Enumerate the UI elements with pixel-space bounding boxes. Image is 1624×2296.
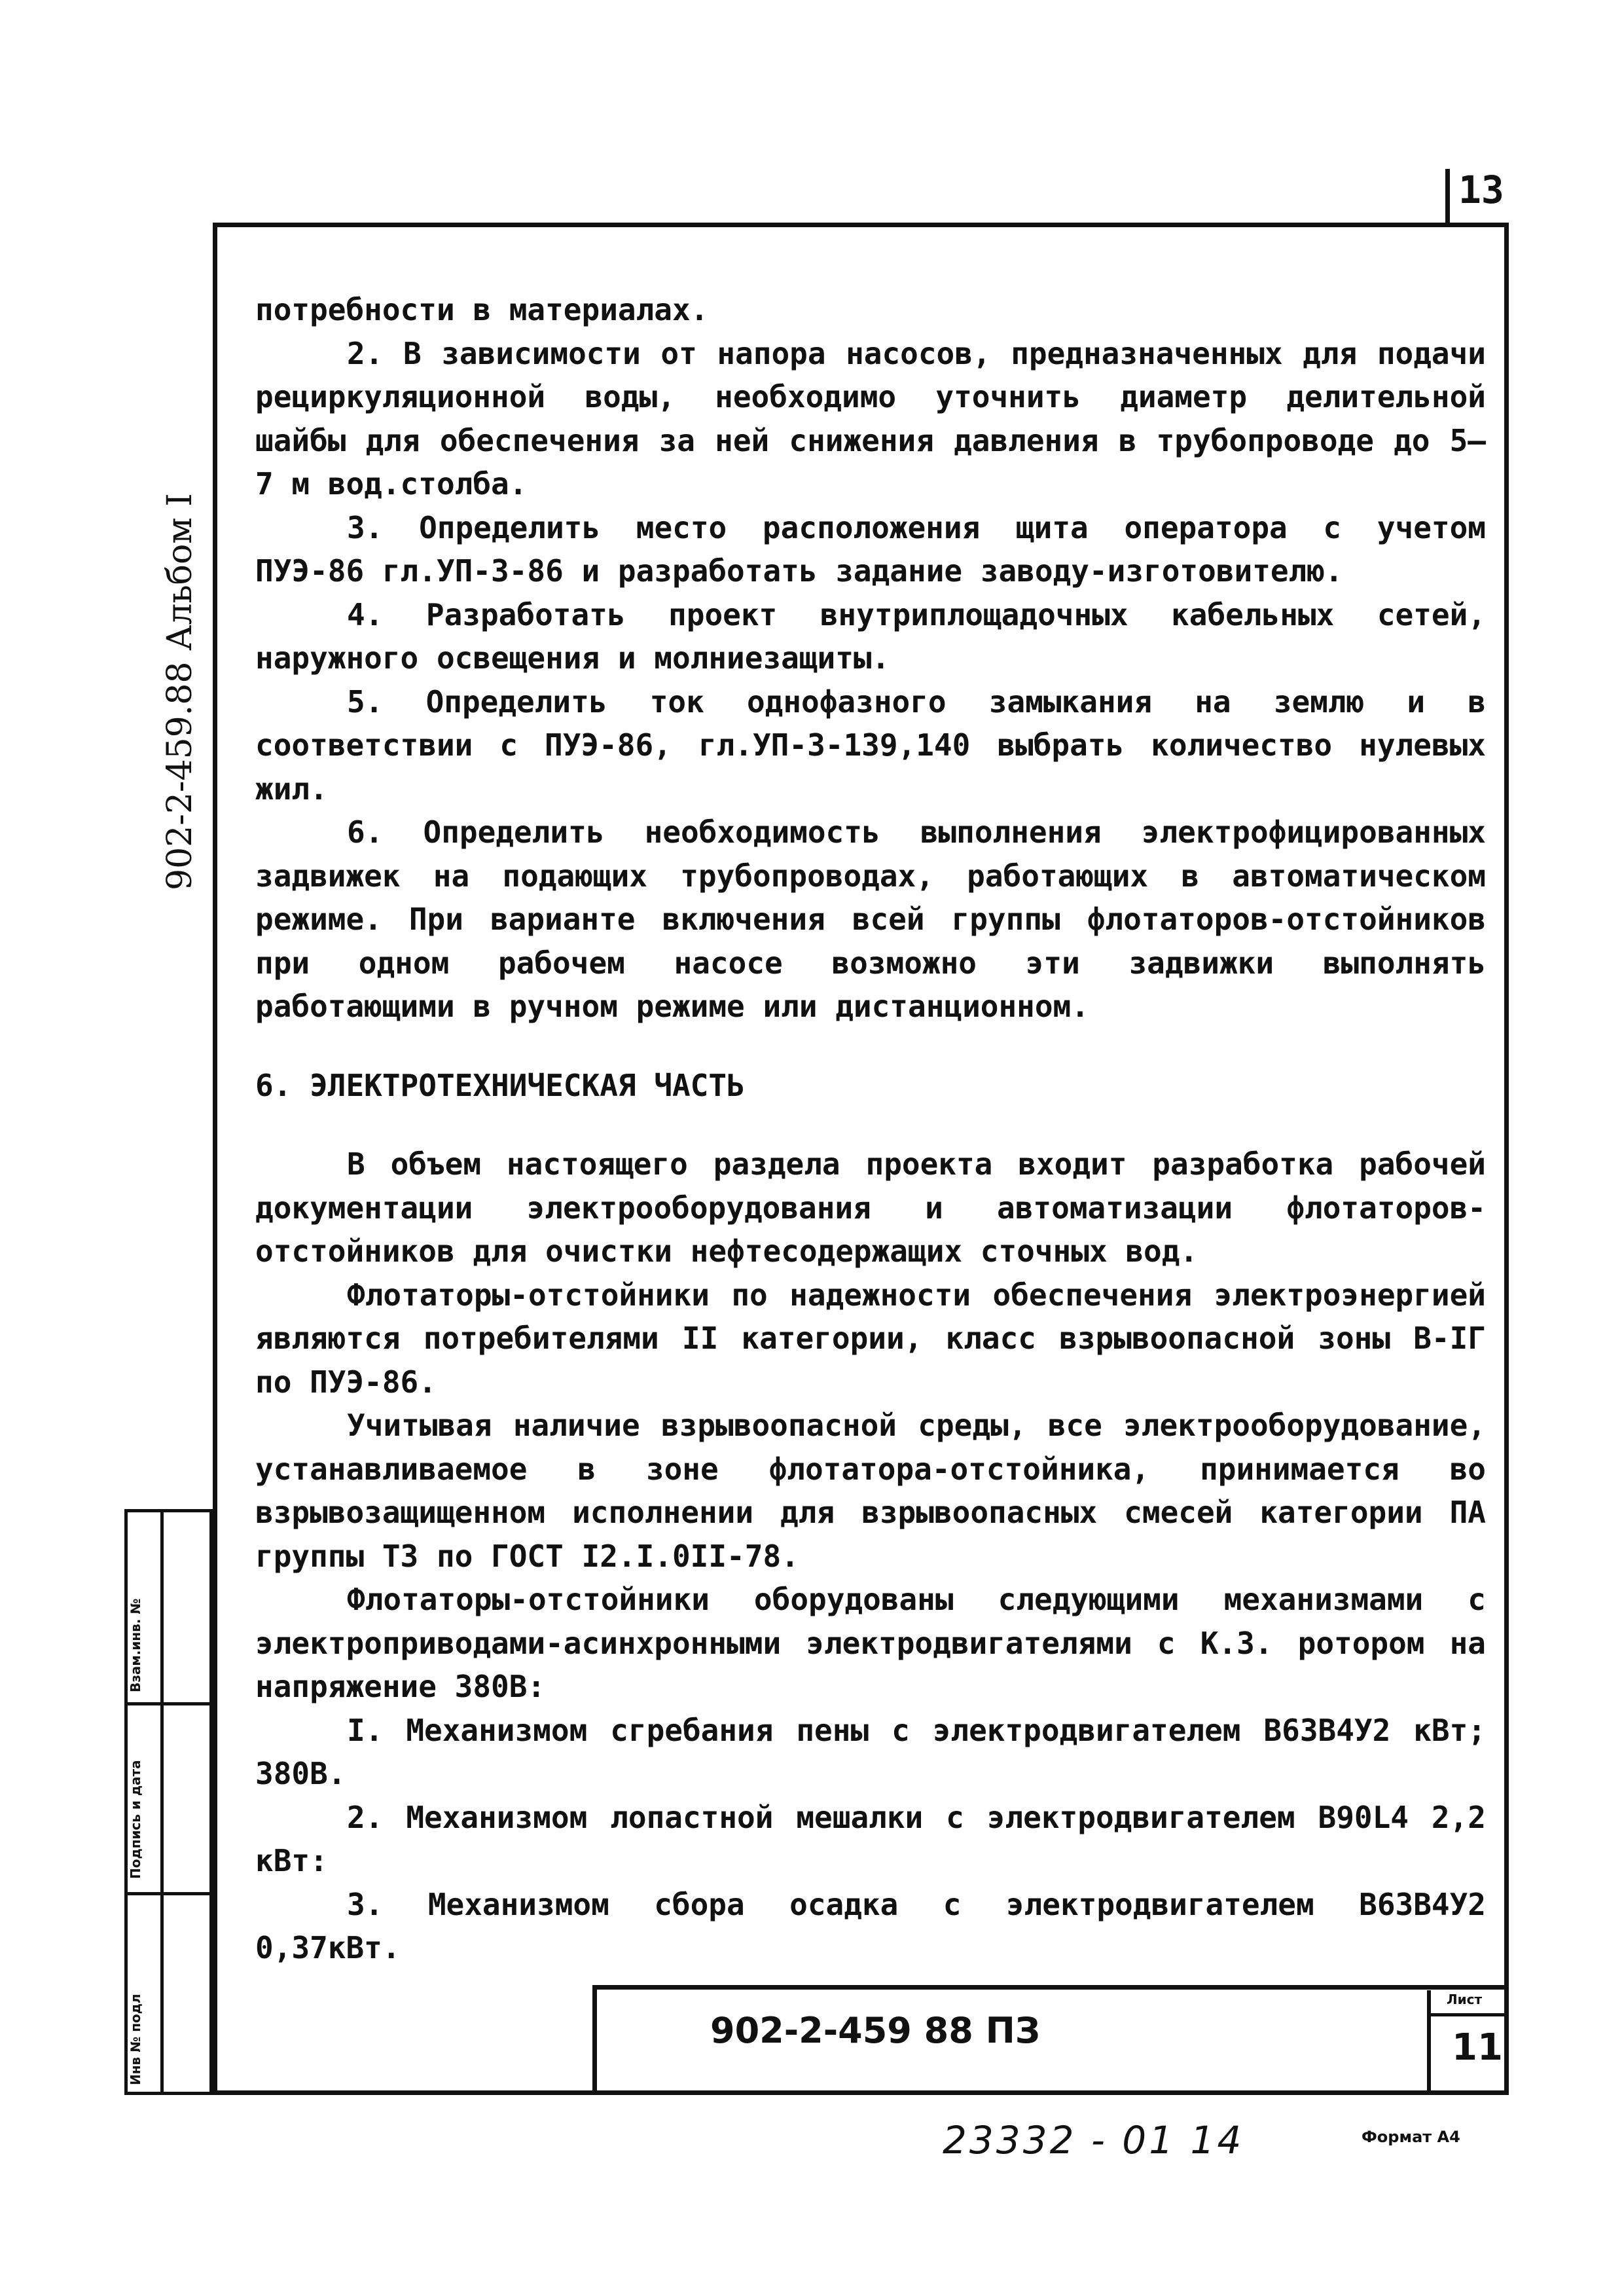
paragraph: 4. Разработать проект внутриплощадочных кабельных сетей, наружного освещения и молниезащиты. (255, 596, 1486, 676)
sheet-label: Лист (1447, 1992, 1483, 2007)
stamp-row-divider (124, 1702, 213, 1705)
stamp-divider (160, 1509, 164, 2095)
list-item: 3. Механизмом сбора осадка с электродвигателем В63В4У2 0,37кВт. (255, 1886, 1486, 1965)
section-title: 6. ЭЛЕКТРОТЕХНИЧЕСКАЯ ЧАСТЬ (255, 1067, 745, 1103)
page-number-bar (1445, 169, 1450, 224)
sheet-number: 11 (1452, 2026, 1503, 2069)
document-body (255, 288, 1486, 1970)
paragraph: 5. Определить ток однофазного замыкания на землю и в соответствии с ПУЭ-86, гл.УП-3-139,140 выбрать количество нулевых жил. (255, 683, 1486, 807)
paragraph: 6. Определить необходимость выполнения электрофицированных задвижек на подающих трубопроводах, работающих в автоматическом режиме. При варианте включения всей группы флотаторов-отстойников при одном рабочем насосе возможно эти задвижки выполнять работающими в ручном режиме или дистанционном. (255, 814, 1486, 1024)
side-document-code (154, 439, 206, 897)
paragraph: Флотаторы-отстойники оборудованы следующими механизмами с электроприводами-асинхронными электродвигателями с К.З. ротором на напряжение 380В: (255, 1582, 1486, 1704)
page-number: 13 (1458, 168, 1504, 212)
paragraph: Флотаторы-отстойники по надежности обеспечения электроэнергией являются потребителями II категории, класс взрывоопасной зоны В-IГ по ПУЭ-86. (255, 1277, 1486, 1400)
handwritten-number: 23332 - 01 14 (943, 2118, 1244, 2162)
paragraph: потребности в материалах. (255, 292, 709, 327)
paragraph: Учитывая наличие взрывоопасной среды, все электрооборудование, устанавливаемое в зоне флотатора-отстойника, принимается во взрывозащищенном исполнении для взрывоопасных смесей категории ПА группы ТЗ по ГОСТ I2.I.0II-78. (255, 1408, 1486, 1574)
paragraph: 3. Определить место расположения щита оператора с учетом ПУЭ-86 гл.УП-3-86 и разработать задание заводу-изготовителю. (255, 509, 1486, 589)
list-item: I. Механизмом сгребания пены с электродвигателем В63В4У2 кВт; 380В. (255, 1712, 1486, 1791)
sheet-box-divider (1427, 2013, 1509, 2016)
document-code: 902-2-459 88 ПЗ (710, 2010, 1041, 2051)
list-item: 2. Механизмом лопастной мешалки с электродвигателем В90L4 2,2 кВт: (255, 1799, 1486, 1878)
side-code-text: 902-2-459.88 Альбом I (160, 493, 200, 890)
stamp-row-divider (124, 1892, 213, 1895)
format-label: Формат А4 (1362, 2128, 1460, 2146)
paragraph: 2. В зависимости от напора насосов, предназначенных для подачи рециркуляционной воды, необходимо уточнить диаметр делительной шайбы для обеспечения за ней снижения давления в трубопроводе до 5–7 м вод.столба. (255, 335, 1486, 501)
paragraph: В объем настоящего раздела проекта входит разработка рабочей документации электрооборудования и автоматизации флотаторов-отстойников для очистки нефтесодержащих сточных вод. (255, 1146, 1486, 1269)
